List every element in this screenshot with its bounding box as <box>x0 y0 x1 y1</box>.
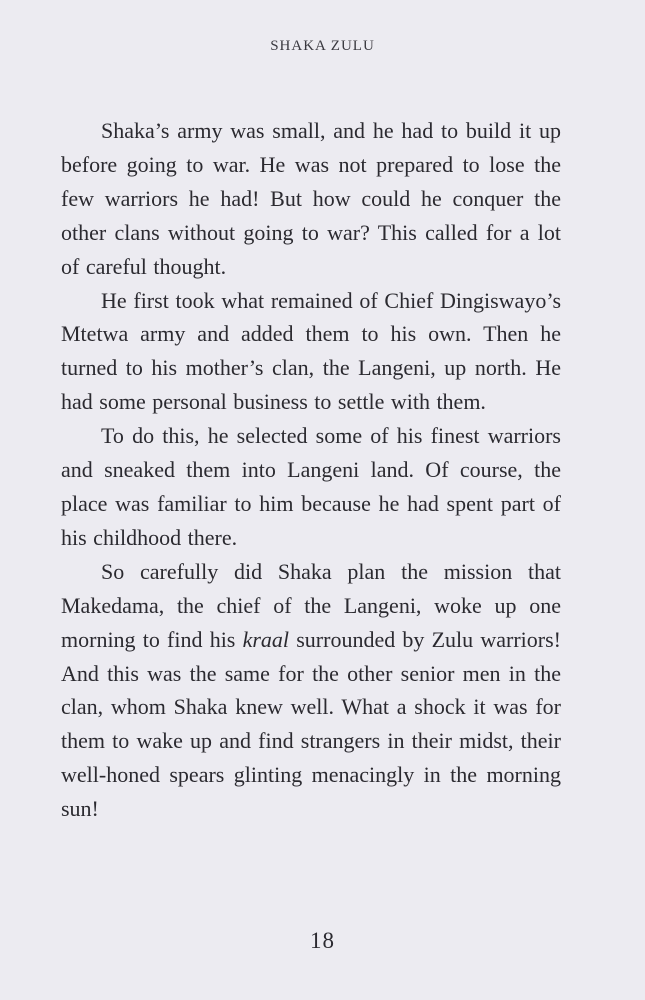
body-text <box>61 114 561 826</box>
paragraph-2: He first took what remained of Chief Dingiswayo’s Mtetwa army and added them to his own. Then he turned to his mother’s clan, the Langeni, up north. He had some personal business to settle with them. <box>61 287 561 415</box>
paragraph-4 <box>61 555 561 826</box>
page-number: 18 <box>310 928 335 953</box>
running-head: SHAKA ZULU <box>270 38 375 54</box>
italic-term-kraal: kraal <box>242 626 290 652</box>
paragraph-4-after: surrounded by Zulu warriors! And this was the same for the other senior men in the clan, whom Shaka knew well. What a shock it was for them to wake up and find strangers in their midst, their well-honed spears glinting menacingly in the morning sun! <box>61 626 561 822</box>
paragraph-3: To do this, he selected some of his finest warriors and sneaked them into Langeni land. Of course, the place was familiar to him because he had spent part of his childhood there. <box>61 423 561 550</box>
paragraph-4-before: So carefully did Shaka plan the mission that Makedama, the chief of the Langeni, woke up one morning to find his <box>61 558 561 652</box>
paragraph-1: Shaka’s army was small, and he had to build it up before going to war. He was not prepared to lose the few warriors he had! But how could he conquer the other clans without going to war? This called for a lot of careful thought. <box>61 118 561 279</box>
